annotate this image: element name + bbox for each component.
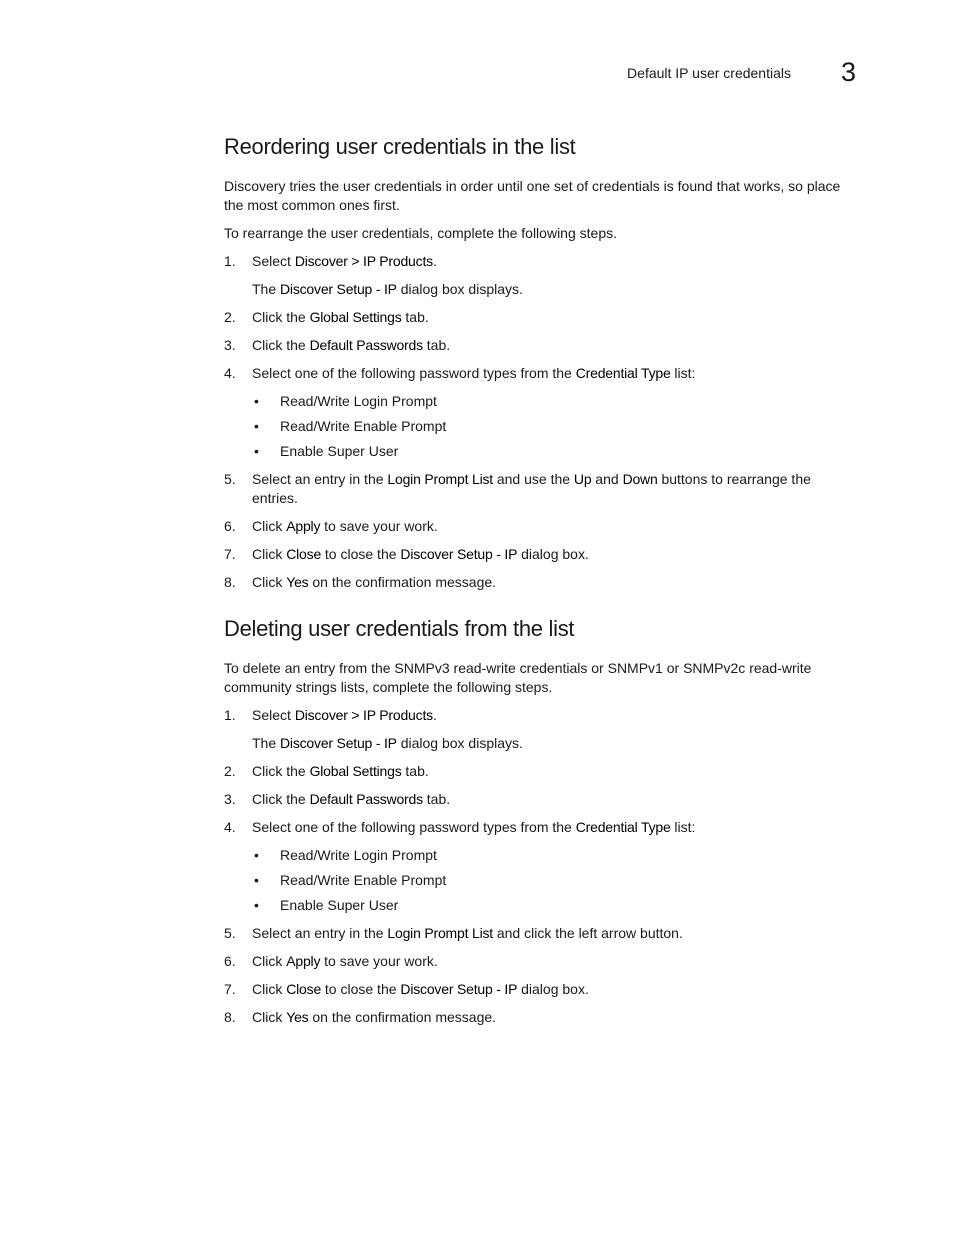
step-text: The: [252, 735, 281, 751]
step-item: [224, 924, 854, 943]
section-heading: Deleting user credentials from the list: [224, 616, 575, 641]
ui-term: Global Settings: [309, 309, 402, 325]
step-text: Select: [252, 253, 295, 269]
chapter-number: 3: [840, 57, 856, 87]
step-text: list:: [670, 365, 696, 381]
step-number: 7.: [224, 546, 236, 562]
bullet-list-wrapper: [224, 392, 854, 461]
ui-term: Down: [622, 471, 658, 487]
step-number: 4.: [224, 819, 236, 835]
step-text: Click: [252, 981, 287, 997]
step-note: [224, 280, 854, 299]
step-number: 4.: [224, 365, 236, 381]
section-heading: Reordering user credentials in the list: [224, 134, 576, 159]
step-text: Click the: [252, 763, 310, 779]
bullet-item: [252, 896, 854, 915]
step-item: [224, 336, 854, 355]
step-item: [224, 573, 854, 592]
bullet-icon: •: [254, 897, 259, 913]
step-text: tab.: [401, 309, 429, 325]
bullet-item: [252, 442, 854, 461]
step-text: to close the: [321, 981, 401, 997]
step-text: Click the: [252, 337, 310, 353]
step-number: 1.: [224, 253, 236, 269]
step-text: Click: [252, 953, 287, 969]
ui-term: Up: [573, 471, 592, 487]
step-number: 2.: [224, 763, 236, 779]
running-header-title: Default IP user credentials: [627, 65, 791, 81]
step-number: 5.: [224, 471, 236, 487]
step-text: dialog box.: [517, 981, 589, 997]
step-text: on the confirmation message.: [308, 574, 497, 590]
step-text: Select an entry in the: [252, 925, 388, 941]
section-deleting: [224, 615, 854, 1036]
step-number: 3.: [224, 337, 236, 353]
step-text: Click: [252, 574, 287, 590]
bullet-item: [252, 417, 854, 436]
step-text: and use the: [492, 471, 574, 487]
step-number: 5.: [224, 925, 236, 941]
intro-paragraph: To rearrange the user credentials, complete the following steps.: [224, 225, 617, 241]
step-number: 2.: [224, 309, 236, 325]
step-item: [224, 952, 854, 971]
bullet-text: Read/Write Enable Prompt: [280, 418, 447, 434]
intro-paragraph: Discovery tries the user credentials in order until one set of credentials is found that works, so place the most common ones first.: [224, 178, 841, 213]
step-note: [224, 734, 854, 753]
ui-term: Yes: [286, 1009, 309, 1025]
ui-term: Apply: [286, 518, 321, 534]
ui-term: Login Prompt List: [387, 925, 493, 941]
step-text: Click the: [252, 791, 310, 807]
bullet-icon: •: [254, 443, 259, 459]
ui-term: Login Prompt List: [387, 471, 493, 487]
step-text: tab.: [422, 791, 451, 807]
step-text: dialog box.: [517, 546, 589, 562]
step-number: 8.: [224, 574, 236, 590]
step-text: Click the: [252, 309, 310, 325]
ui-term: Discover Setup - IP: [400, 546, 518, 562]
step-text: Click: [252, 518, 287, 534]
step-item: [224, 762, 854, 781]
steps-list: [224, 706, 854, 1027]
ui-term: Credential Type: [575, 365, 671, 381]
step-number: 3.: [224, 791, 236, 807]
step-text: tab.: [401, 763, 429, 779]
step-text: tab.: [422, 337, 451, 353]
section-reordering: [224, 133, 854, 601]
step-text: .: [432, 253, 437, 269]
step-text: to close the: [321, 546, 401, 562]
step-item: [224, 308, 854, 327]
step-item: [224, 470, 854, 508]
step-text: buttons to rearrange the entries.: [252, 471, 811, 506]
bullet-icon: •: [254, 847, 259, 863]
bullet-item: [252, 846, 854, 865]
bullet-text: Enable Super User: [280, 443, 399, 459]
step-text: and: [591, 471, 623, 487]
bullet-item: [252, 871, 854, 890]
ui-term: Discover > IP Products: [294, 707, 433, 723]
ui-term: Discover > IP Products: [294, 253, 433, 269]
step-item: [224, 545, 854, 564]
ui-term: Global Settings: [309, 763, 402, 779]
step-text: to save your work.: [320, 953, 438, 969]
step-text: Select one of the following password types from the: [252, 365, 576, 381]
step-text: dialog box displays.: [396, 735, 523, 751]
bullet-text: Read/Write Login Prompt: [280, 847, 437, 863]
step-text: and click the left arrow button.: [492, 925, 683, 941]
steps-list: [224, 252, 854, 592]
ui-term: Default Passwords: [309, 791, 423, 807]
step-number: 1.: [224, 707, 236, 723]
bullet-text: Read/Write Enable Prompt: [280, 872, 447, 888]
step-item: [224, 252, 854, 271]
step-item: [224, 818, 854, 837]
bullet-list: [224, 392, 854, 461]
step-text: Click: [252, 546, 287, 562]
step-text: on the confirmation message.: [308, 1009, 497, 1025]
bullet-icon: •: [254, 393, 259, 409]
ui-term: Close: [286, 546, 322, 562]
ui-term: Credential Type: [575, 819, 671, 835]
bullet-list: [224, 846, 854, 915]
step-text: Select: [252, 707, 295, 723]
step-text: list:: [670, 819, 696, 835]
step-item: [224, 364, 854, 383]
ui-term: Apply: [286, 953, 321, 969]
step-number: 6.: [224, 953, 236, 969]
intro-paragraph: To delete an entry from the SNMPv3 read-write credentials or SNMPv1 or SNMPv2c read-write community strings lists, complete the following steps.: [224, 660, 812, 695]
ui-term: Default Passwords: [309, 337, 423, 353]
ui-term: Discover Setup - IP: [280, 735, 397, 751]
ui-term: Close: [286, 981, 322, 997]
bullet-list-wrapper: [224, 846, 854, 915]
step-text: Select an entry in the: [252, 471, 388, 487]
ui-term: Discover Setup - IP: [400, 981, 518, 997]
bullet-icon: •: [254, 872, 259, 888]
bullet-text: Read/Write Login Prompt: [280, 393, 437, 409]
bullet-item: [252, 392, 854, 411]
step-text: Click: [252, 1009, 287, 1025]
ui-term: Yes: [286, 574, 309, 590]
step-item: [224, 517, 854, 536]
step-text: The: [252, 281, 281, 297]
step-number: 7.: [224, 981, 236, 997]
step-item: [224, 706, 854, 725]
step-item: [224, 1008, 854, 1027]
step-number: 8.: [224, 1009, 236, 1025]
step-text: .: [432, 707, 437, 723]
step-text: Select one of the following password types from the: [252, 819, 576, 835]
step-item: [224, 790, 854, 809]
bullet-text: Enable Super User: [280, 897, 399, 913]
bullet-icon: •: [254, 418, 259, 434]
step-text: to save your work.: [320, 518, 438, 534]
step-text: dialog box displays.: [396, 281, 523, 297]
step-item: [224, 980, 854, 999]
step-number: 6.: [224, 518, 236, 534]
ui-term: Discover Setup - IP: [280, 281, 397, 297]
